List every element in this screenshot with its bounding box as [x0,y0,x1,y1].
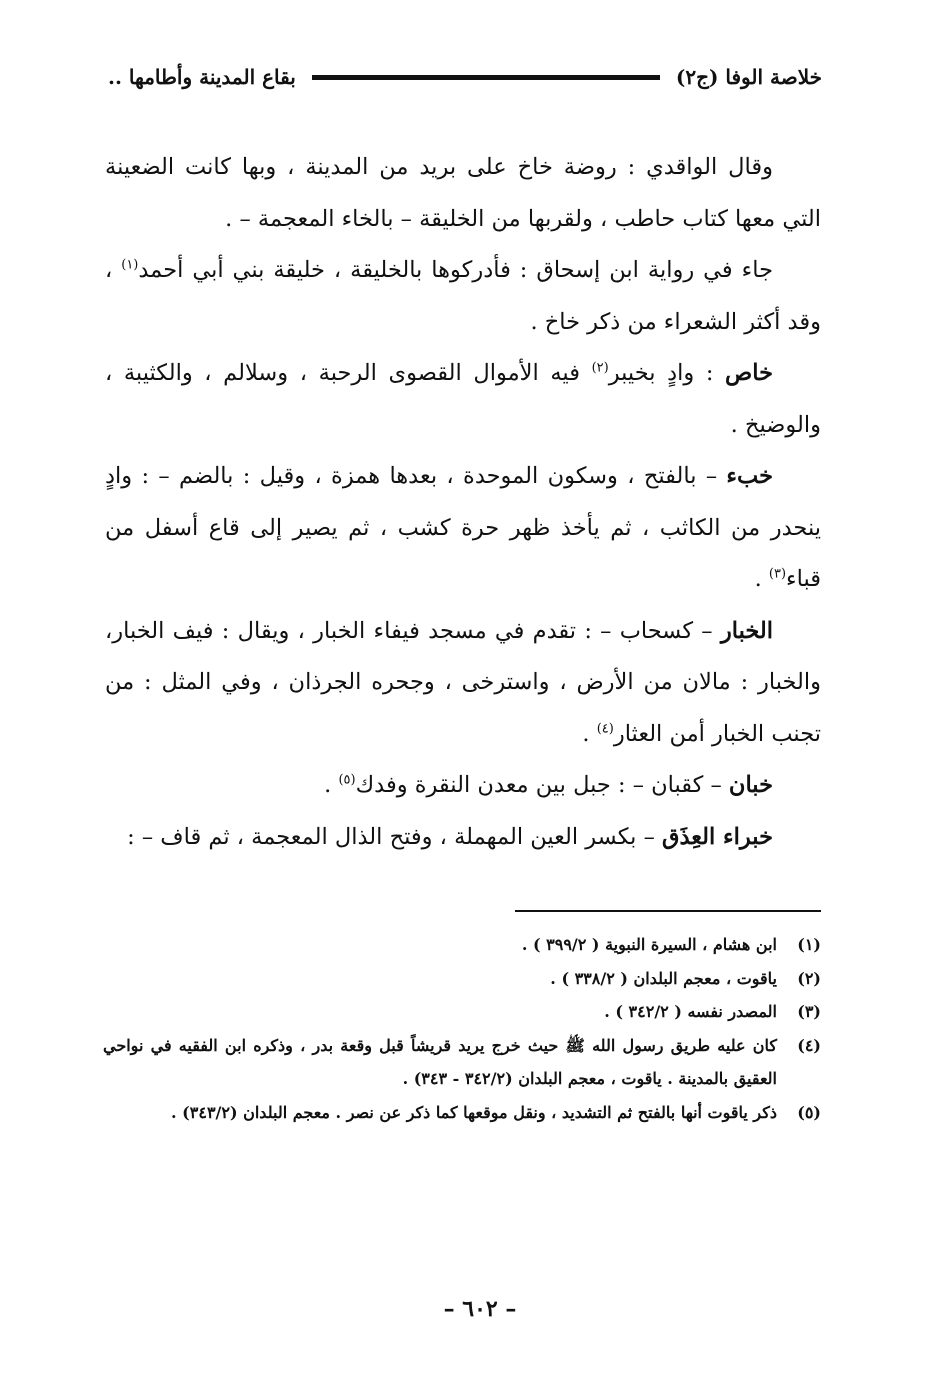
footnote-number: (١) [797,935,821,954]
footnote-item [103,995,821,1029]
entry-keyword: خاص [725,360,773,386]
body-text [105,142,821,863]
footnote-text: كان عليه طريق رسول الله ﷺ حيث خرج يريد قريشاً قبل وقعة بدر ، وذكره ابن الفقيه في نواحي العقيق بالمدينة . ياقوت ، معجم البلدان (٣٤٢/٢ - ٣٤٣) . [103,1035,778,1088]
entry-keyword: خبان [728,772,773,798]
footnote-number: (٤) [797,1035,821,1055]
entry-text-end: فيه الأموال القصوى الرحبة ، وسلالم ، والكثيبة ، والوضيخ . [105,360,821,438]
entry-text: – كقبان – : جبل بين معدن النقرة وفدك [355,772,729,798]
footnote-item [103,928,821,962]
footnote-text: المصدر نفسه ( ٣٤٢/٢ ) . [604,1002,777,1021]
entry-text: : وادٍ بخيبر [608,360,726,386]
paragraph-1: وقال الواقدي : روضة خاخ على بريد من المدينة ، وبها كانت الضعينة التي معها كتاب حاطب ، ولقربها من الخليقة – بالخاء المعجمة – . [105,154,821,232]
footnote-text: ذكر ياقوت أنها بالفتح ثم التشديد ، ونقل موقعها كما ذكر عن نصر . معجم البلدان (٣٤٣/٢) . [171,1102,777,1122]
footnote-number: (٣) [797,1002,821,1021]
header-book-title: خلاصة الوفا (ج٢) [675,65,822,89]
footnote-item [103,962,821,996]
footnote-text: ابن هشام ، السيرة النبوية ( ٣٩٩/٢ ) . [521,935,777,954]
entry-keyword: خبء [726,463,773,489]
footnote-item [103,1096,821,1130]
entry-keyword: الخبار [720,617,773,644]
footnotes [103,928,821,1129]
entry-khubban [105,760,821,812]
footnote-separator [515,910,821,912]
entry-khas [105,348,821,451]
footnote-ref-4: (٤) [596,721,614,736]
footnote-ref-1: (١) [121,257,139,273]
page-number: – ٦٠٢ – [443,1296,517,1322]
header-rule [312,75,660,80]
footnote-item [103,1029,821,1096]
entry-keyword: خبراء العِذَق [661,823,773,850]
paragraph-2-text-end: ، وقد أكثر الشعراء من ذكر خاخ . [105,257,821,335]
entry-text-end: . [754,566,769,592]
entry-khab [105,451,821,606]
footnote-ref-2: (٢) [591,360,609,376]
entry-text: – كسحاب – : تقدم في مسجد فيفاء الخبار ، ويقال : فيف الخبار، والخبار : مالان من الأرض ، واسترخى ، وجحره الجرذان ، وفي المثل : من تجنب الخبار أمن العثار [105,617,821,747]
entry-text: – بكسر العين المهملة ، وفتح الذال المعجمة ، ثم قاف – : [127,823,662,850]
entry-text: – بالفتح ، وسكون الموحدة ، بعدها همزة ، وقيل : بالضم – : وادٍ ينحدر من الكاثب ، ثم يأخذ ظهر حرة كشب ، ثم يصير إلى قاع أسفل من قباء [105,463,821,592]
entry-text-end: . [582,720,597,747]
footnote-ref-5: (٥) [338,772,356,788]
paragraph-2-text: جاء في رواية ابن إسحاق : فأدركوها بالخليقة ، خليقة بني أبي أحمد [138,257,773,283]
entry-khabar [105,606,821,761]
paragraph-2 [105,245,821,348]
running-header [108,60,822,94]
footnote-ref-3: (٣) [768,566,787,582]
footnote-text: ياقوت ، معجم البلدان ( ٣٣٨/٢ ) . [550,968,777,988]
header-chapter-title: بقاع المدينة وأطامها .. [108,65,296,89]
footnote-number: (٢) [797,968,821,988]
footnote-number: (٥) [797,1102,821,1122]
entry-text-end: . [324,772,339,798]
entry-khabra [105,812,821,864]
